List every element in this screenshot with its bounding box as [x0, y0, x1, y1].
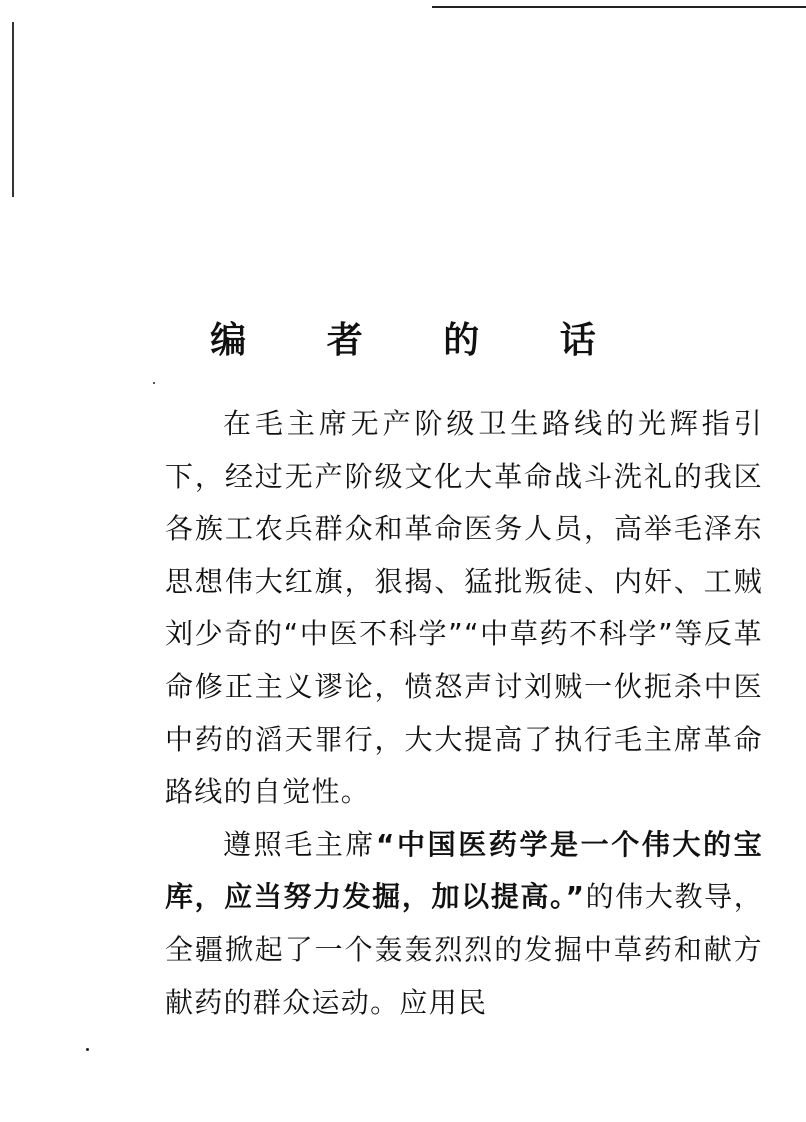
scan-top-rule [432, 6, 806, 8]
paragraph-2 [165, 819, 763, 1029]
scan-speck [153, 382, 155, 384]
paragraph-1: 在毛主席无产阶级卫生路线的光辉指引下，经过无产阶级文化大革命战斗洗礼的我区各族工农兵群众和革命医务人员，高举毛泽东思想伟大红旗，狠揭、猛批叛徒、内奸、工贼刘少奇的“中医不科学”“中草药不科学”等反革命修正主义谬论，愤怒声讨刘贼一伙扼杀中医中药的滔天罪行，大大提高了执行毛主席革命路线的自觉性。 [165, 407, 763, 809]
paragraph-2-rest: 的伟大教导，全疆掀起了一个轰轰烈烈的发掘中草药和献方献药的群众运动。应用民 [165, 880, 763, 1019]
page-title: 编 者 的 话 [210, 320, 630, 361]
chairman-quote: “中国医药学是一个伟大的宝库，应当努力发掘，加以提高。” [165, 827, 763, 914]
scan-speck [86, 1048, 89, 1051]
paragraph-2-lead: 遵照毛主席 [223, 827, 377, 861]
scan-left-edge [12, 22, 14, 197]
body-text [165, 398, 763, 1029]
